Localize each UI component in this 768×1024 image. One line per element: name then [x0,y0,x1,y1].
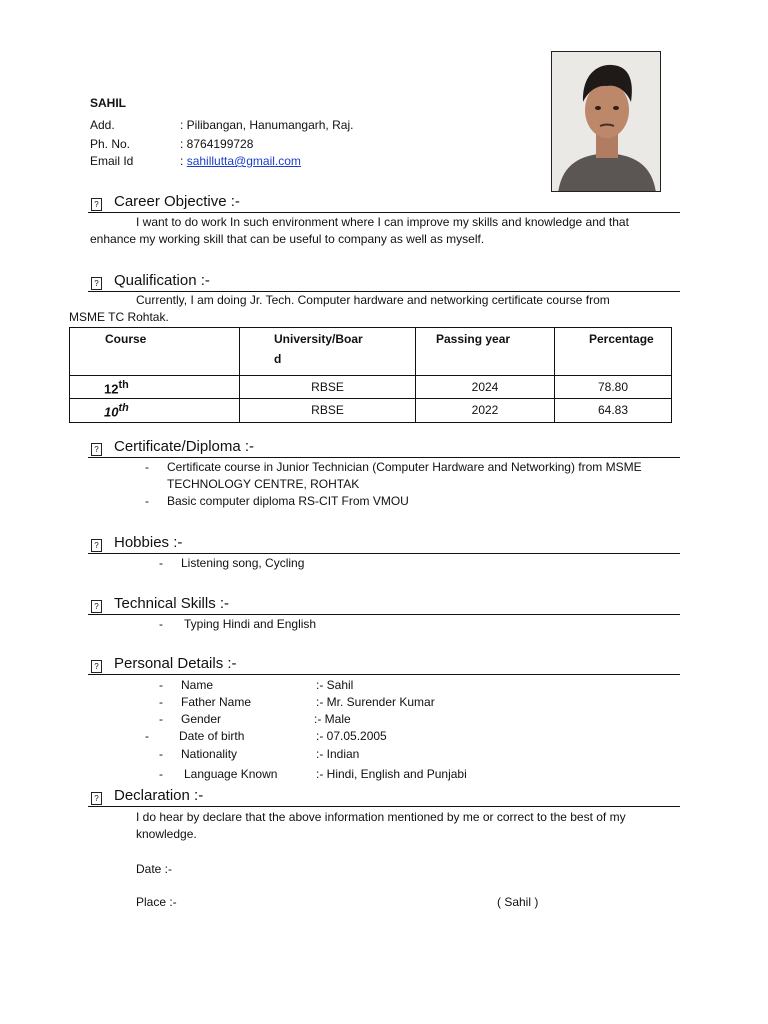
percentage-cell: 78.80 [555,376,672,399]
certificate-item1-line1: Certificate course in Junior Technician (Computer Hardware and Networking) from MSME [167,460,642,474]
header-percentage: Percentage [555,328,672,376]
bullet-box-icon: ? [91,792,102,805]
course-cell [70,376,240,399]
qualification-text-line2: MSME TC Rohtak. [69,310,169,324]
personal-value-name: :- Sahil [316,678,354,692]
declaration-title: Declaration :- [114,787,204,804]
bullet-box-icon: ? [91,198,102,211]
personal-value-language: :- Hindi, English and Punjabi [316,767,467,781]
certificate-item1-line2: TECHNOLOGY CENTRE, ROHTAK [167,477,360,491]
career-text-line2: enhance my working skill that can be useful to company as well as myself. [90,232,485,246]
hobbies-title: Hobbies :- [114,534,183,551]
hobbies-item: Listening song, Cycling [181,556,305,570]
candidate-name: SAHIL [90,96,126,110]
declaration-text-line1: I do hear by declare that the above information mentioned by me or correct to the best of my [136,810,626,824]
personal-label-gender: Gender [181,712,222,726]
bullet-dash: - [159,712,163,726]
profile-photo-illustration [552,52,661,192]
hobbies-heading [88,534,680,554]
bullet-dash: - [159,678,163,692]
address-value: : Pilibangan, Hanumangarh, Raj. [180,118,354,132]
personal-label-language: Language Known [184,767,278,781]
bullet-dash: - [159,767,163,781]
signature-name: ( Sahil ) [497,895,539,909]
technical-skills-item: Typing Hindi and English [184,617,317,631]
header-university [240,328,416,376]
personal-value-father: :- Mr. Surender Kumar [316,695,435,709]
header-passing-year: Passing year [416,328,555,376]
table-header-row [70,328,672,376]
bullet-box-icon: ? [91,277,102,290]
qualification-heading [88,272,680,292]
bullet-dash: - [145,729,149,743]
profile-photo [551,51,661,192]
phone-label: Ph. No. [90,137,131,151]
qualification-text-line1: Currently, I am doing Jr. Tech. Computer hardware and networking certificate course from [136,293,610,307]
course-number: 12 [104,381,119,397]
personal-label-dob: Date of birth [179,729,245,743]
personal-value-dob: :- 07.05.2005 [316,729,387,743]
bullet-box-icon: ? [91,660,102,673]
year-cell: 2024 [416,376,555,399]
table-row [70,376,672,399]
year-cell: 2022 [416,399,555,422]
course-number: 10 [104,404,119,420]
course-suffix: th [118,379,129,391]
career-text-line1: I want to do work In such environment where I can improve my skills and knowledge and that [136,215,629,229]
bullet-dash: - [145,494,149,508]
technical-skills-heading [88,595,680,615]
address-label: Add. [90,118,115,132]
course-suffix: th [118,402,129,415]
bullet-dash: - [159,617,163,631]
bullet-box-icon: ? [91,539,102,552]
header-course: Course [70,328,240,376]
personal-value-nationality: :- Indian [316,747,360,761]
course-cell [70,399,240,422]
bullet-dash: - [159,556,163,570]
board-cell: RBSE [240,376,416,399]
qualification-table [69,327,672,423]
bullet-dash: - [159,747,163,761]
certificate-item2: Basic computer diploma RS-CIT From VMOU [167,494,409,508]
place-label: Place :- [136,895,177,909]
personal-label-name: Name [181,678,214,692]
phone-row [90,137,253,151]
personal-details-heading [88,655,680,675]
declaration-heading [88,787,680,807]
certificate-heading [88,438,680,458]
personal-label-nationality: Nationality [181,747,238,761]
personal-details-title: Personal Details :- [114,655,237,672]
bullet-box-icon: ? [91,600,102,613]
email-link[interactable]: sahillutta@gmail.com [186,154,301,168]
header-university-line1: University/Boar [274,332,363,346]
email-label: Email Id [90,154,134,168]
date-label: Date :- [136,862,173,876]
personal-value-gender: :- Male [314,712,351,726]
email-prefix: : [180,154,184,168]
career-objective-title: Career Objective :- [114,193,240,210]
phone-value: : 8764199728 [180,137,254,151]
qualification-title: Qualification :- [114,272,210,289]
bullet-box-icon: ? [91,443,102,456]
table-row [70,399,672,422]
personal-label-father: Father Name [181,695,252,709]
career-objective-heading [88,193,680,213]
header-university-line2: d [274,352,282,366]
certificate-title: Certificate/Diploma :- [114,438,255,455]
address-row [90,118,353,132]
board-cell: RBSE [240,399,416,422]
declaration-text-line2: knowledge. [136,827,197,841]
bullet-dash: - [159,695,163,709]
percentage-cell: 64.83 [555,399,672,422]
technical-skills-title: Technical Skills :- [114,595,230,612]
email-row [90,154,301,168]
bullet-dash: - [145,460,149,474]
